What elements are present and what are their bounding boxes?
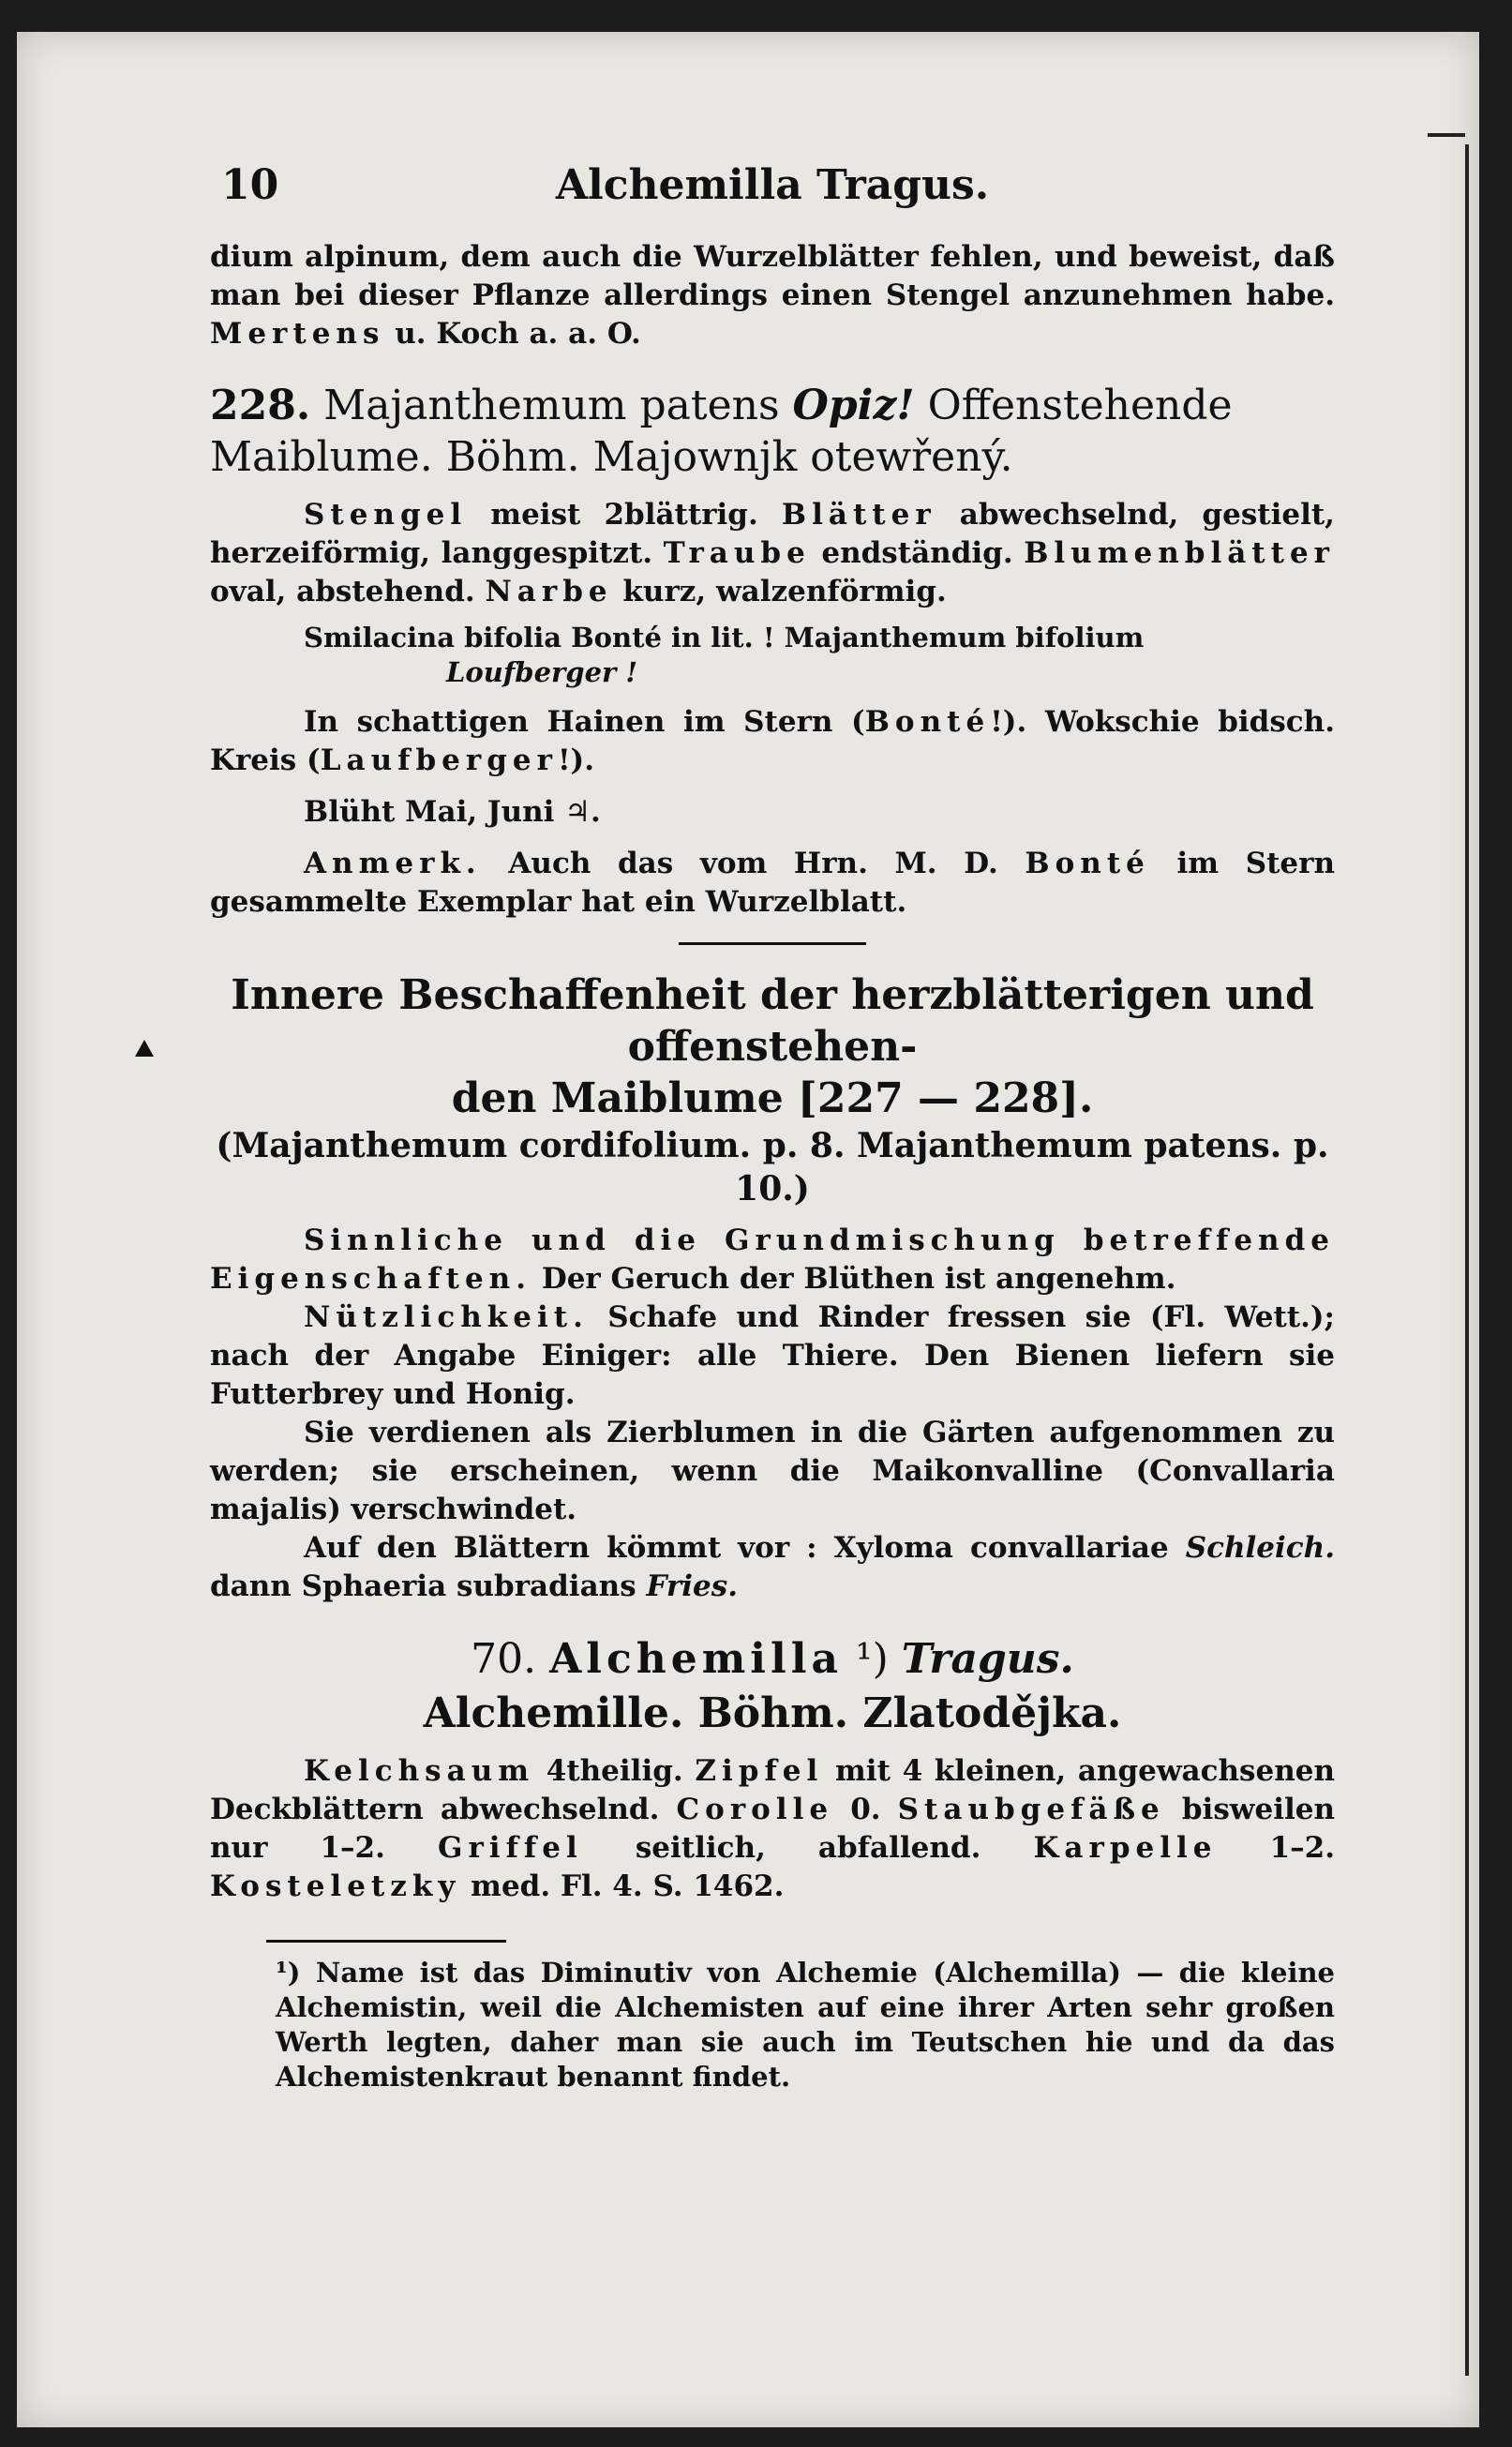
genus-70-number: 70. (471, 1635, 537, 1683)
section-title-line2: den Maiblume [227 — 228]. (451, 1074, 1094, 1122)
narbe-label: Narbe (485, 575, 613, 608)
nuetzlichkeit-text: Schafe und Rinder fressen sie (Fl. Wett.); nach der Angabe Einiger: alle Thiere. Den Bienen liefern sie Futterbrey und Honig. (210, 1300, 1336, 1411)
habitat-bonte: Bonté (864, 705, 991, 739)
footnote-text: Name ist das Diminutiv von Alchemie (Alchemilla) — die kleine Alchemistin, weil die Alchemisten auf eine ihrer Arten sehr großen Werth legten, daher man sie auch im Teutschen hie und da das Alchemistenkraut benannt findet. (276, 1957, 1335, 2093)
habitat-mid: !). Wokschie bidsch. Kreis ( (210, 705, 1335, 777)
entry-228-czech-prefix: Böhm. (445, 433, 580, 481)
parasiten-author-2: Fries. (646, 1569, 738, 1603)
entry-228-name: Majanthemum patens (323, 382, 780, 429)
entry-228-habitat (210, 703, 1335, 780)
note-label: Anmerk. (304, 847, 482, 880)
page-number: 10 (221, 161, 279, 209)
entry-228-synonym-author: Loufberger ! (446, 656, 638, 688)
zier-paragraph: Sie verdienen als Zierblumen in die Gärten aufgenommen zu werden; sie erscheinen, wenn die Maikonvalline (Convallaria majalis) verschwindet. (210, 1416, 1335, 1526)
running-title: Alchemilla Tragus. (555, 161, 990, 209)
entry-228-czech-name: Majownjk otewřený. (592, 433, 1013, 481)
traube-label: Traube (663, 536, 811, 570)
stengel-text: meist 2blättrig. (490, 498, 758, 532)
genus-70-authority: Tragus. (901, 1635, 1074, 1683)
narbe-text: kurz, walzenförmig. (622, 575, 947, 608)
habitat-text: In schattigen Hainen im Stern ( (304, 705, 865, 739)
continuation-author: Mertens (210, 317, 385, 351)
section-subtitle: (Majanthemum cordifolium. p. 8. Majanthemum patens. p. 10.) (216, 1126, 1329, 1208)
page-header (210, 154, 1335, 238)
zipfel-text: mit 4 kleinen, angewachsenen Deckblättern abwechselnd. (210, 1754, 1336, 1826)
parasiten-author-1: Schleich. (1185, 1531, 1335, 1565)
blumenblaetter-label: Blumenblätter (1024, 536, 1335, 570)
blaetter-text: abwechselnd, gestielt, herzeiförmig, langgespitzt. (210, 498, 1335, 570)
genus-70-czech-name: Zlatodějka. (862, 1689, 1122, 1737)
kelchsaum-label: Kelchsaum (304, 1754, 535, 1788)
staubgefaesse-label: Staubgefäße (897, 1793, 1165, 1826)
habitat-end: !). (557, 743, 595, 777)
entry-228-note (210, 845, 1335, 922)
genus-70-description (210, 1752, 1335, 1906)
sinnliche-label: Sinnliche und die Grundmischung betreffende Eigenschaften. (210, 1224, 1335, 1296)
corolle-label: Corolle (676, 1793, 834, 1826)
page-edge-rule (1465, 144, 1469, 2376)
blaetter-label: Blätter (781, 498, 936, 532)
continuation-ref: u. Koch a. a. O. (395, 317, 641, 351)
zipfel-label: Zipfel (695, 1754, 824, 1788)
entry-228-authority: Opiz! (792, 382, 915, 429)
parasiten-text-2: dann Sphaeria subradians (210, 1569, 636, 1603)
genus-70-footnote-mark: ¹) (855, 1635, 889, 1683)
nuetzlichkeit-label: Nützlichkeit. (304, 1300, 589, 1334)
karpelle-text: 1–2. (1269, 1831, 1336, 1865)
blumenblaetter-text: oval, abstehend. (210, 575, 475, 608)
stengel-label: Stengel (304, 498, 468, 532)
section-divider (679, 942, 866, 945)
footnote-rule (266, 1940, 506, 1943)
entry-228-number: 228. (210, 382, 311, 429)
kelchsaum-text: 4theilig. (546, 1754, 683, 1788)
nuetzlichkeit-paragraph (210, 1299, 1335, 1414)
kosteletzky-text: med. Fl. 4. S. 1462. (471, 1869, 785, 1903)
book-page (17, 32, 1479, 2427)
staubgefaesse-text: bisweilen nur 1–2. (210, 1793, 1336, 1865)
page-content (210, 154, 1335, 2094)
note-text-a: Auch das vom Hrn. M. D. (508, 847, 998, 880)
genus-70-subheading (210, 1687, 1335, 1741)
griffel-label: Griffel (437, 1831, 583, 1865)
corolle-text: 0. (850, 1793, 881, 1826)
page-edge-tick (1428, 133, 1465, 137)
griffel-text: seitlich, abfallend. (635, 1831, 981, 1865)
footnote-mark: ¹) (276, 1957, 301, 1989)
section-title (210, 969, 1335, 1124)
entry-228-synonym: Smilacina bifolia Bonté in lit. ! Majanthemum bifolium (304, 622, 1145, 653)
habitat-laufberger: Laufberger (320, 743, 558, 777)
parasiten-paragraph (210, 1529, 1335, 1606)
entry-228-bloom: Blüht Mai, Juni ♃. (304, 795, 601, 829)
genus-70-german-name: Alchemille. (423, 1689, 684, 1737)
karpelle-label: Karpelle (1033, 1831, 1218, 1865)
note-bonte: Bonté (1025, 847, 1150, 880)
genus-70-name: Alchemilla (549, 1635, 843, 1683)
genus-70-czech-prefix: Böhm. (697, 1689, 849, 1737)
entry-228-description (210, 496, 1335, 611)
footnote (276, 1956, 1335, 2094)
sinnliche-paragraph (210, 1222, 1335, 1299)
genus-70-heading (210, 1632, 1335, 1687)
section-title-line1: Innere Beschaffenheit der herzblätterigen und offenstehen- (231, 971, 1314, 1071)
entry-228-heading (210, 380, 1335, 483)
sinnliche-text: Der Geruch der Blüthen ist angenehm. (541, 1262, 1176, 1296)
margin-mark (135, 1040, 154, 1057)
traube-text: endständig. (821, 536, 1013, 570)
parasiten-text: Auf den Blättern kömmt vor : Xyloma convallariae (304, 1531, 1169, 1565)
continuation-paragraph (210, 238, 1335, 353)
note-text-b: im Stern gesammelte Exemplar hat ein Wurzelblatt. (210, 847, 1336, 919)
continuation-text: dium alpinum, dem auch die Wurzelblätter fehlen, und beweist, daß man bei dieser Pflanze allerdings einen Stengel anzunehmen habe. (210, 240, 1335, 312)
entry-228-german-name: Offenstehende Maiblume. (210, 382, 1233, 481)
kosteletzky-label: Kosteletzky (210, 1869, 461, 1903)
